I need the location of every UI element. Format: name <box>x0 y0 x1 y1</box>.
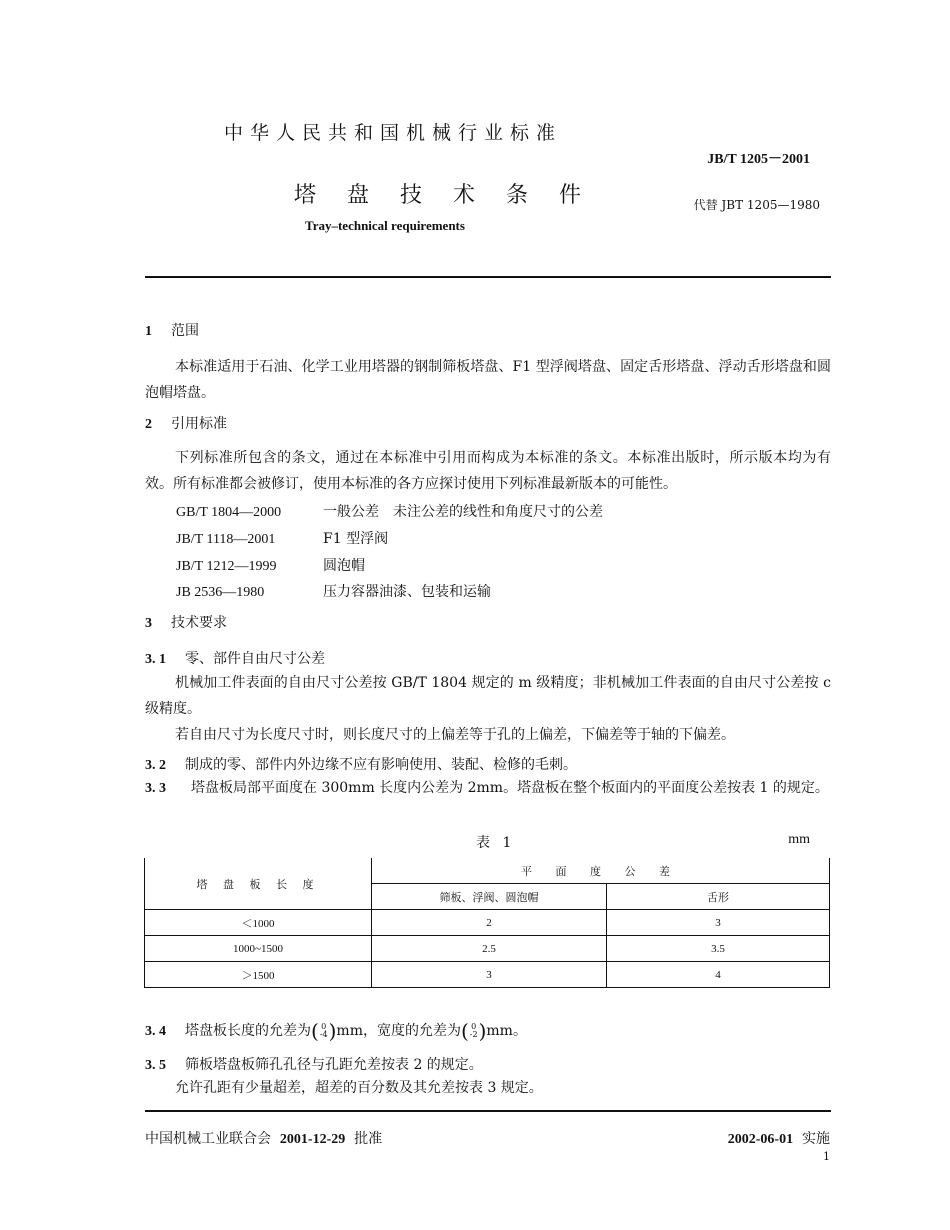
reference-code: GB/T 1804—2000 <box>176 505 282 520</box>
footer-approval <box>145 1128 382 1148</box>
section-number: 3. 1 <box>145 652 166 667</box>
section-title: 范围 <box>171 323 199 339</box>
header-flatness: 平 面 度 公 差 <box>372 858 830 884</box>
page-number: 1 <box>823 1150 830 1163</box>
section-number: 1 <box>145 324 152 339</box>
issue-date: 2001-12-29 <box>279 1132 346 1147</box>
section-text: 塔盘板局部平面度在 300mm 长度内公差为 2mm。塔盘板在整个板面内的平面度公差按表 1 的规定。 <box>191 780 829 796</box>
header-rule <box>145 276 831 278</box>
cell-length: ＞1500 <box>145 962 372 988</box>
section-number: 3. 4 <box>145 1024 166 1039</box>
width-upper: 0 <box>471 1022 477 1031</box>
length-lower: -4 <box>319 1030 328 1039</box>
section-1-heading <box>145 320 199 340</box>
section-number: 3. 3 <box>145 781 166 796</box>
table-caption: 表 1 <box>476 835 516 851</box>
table-header-row <box>145 858 830 884</box>
reference-item <box>176 528 388 548</box>
header-tongue: 舌形 <box>607 884 830 910</box>
english-title: Tray–technical requirements <box>305 218 465 233</box>
reference-item <box>176 581 491 601</box>
cell-length: 1000~1500 <box>145 936 372 962</box>
reference-code: JB/T 1118—2001 <box>176 532 276 547</box>
org-title: 中华人民共和国机械行业标准 <box>224 122 563 144</box>
section-3-3 <box>145 775 831 802</box>
section-number: 3. 2 <box>145 758 166 773</box>
section-3-2 <box>145 754 577 774</box>
section-number: 2 <box>145 417 152 432</box>
section-2-text: 下列标准所包含的条文，通过在本标准中引用而构成为本标准的条文。本标准出版时，所示版本均为有效。所有标准都会被修订，使用本标准的各方应探讨使用下列标准最新版本的可能性。 <box>145 450 831 492</box>
header-length: 塔 盘 板 长 度 <box>145 858 372 910</box>
cell-tolerance-a: 2.5 <box>372 936 607 962</box>
width-tolerance <box>470 1023 478 1039</box>
document-title: 塔 盘 技 术 条 件 <box>294 183 593 208</box>
section-title: 技术要求 <box>171 615 227 631</box>
reference-item <box>176 555 365 575</box>
header-sieve-valve-cap: 筛板、浮阀、圆泡帽 <box>372 884 607 910</box>
issue-word: 批准 <box>354 1131 383 1147</box>
section-title: 引用标准 <box>171 416 227 432</box>
standard-number: JB/T 1205－2001 <box>707 152 810 167</box>
reference-code: JB 2536—1980 <box>176 585 265 600</box>
table-row <box>145 910 830 936</box>
cell-tolerance-a: 3 <box>372 962 607 988</box>
section-number: 3 <box>145 616 152 631</box>
section-3-1-heading <box>145 648 325 668</box>
section-title: 零、部件自由尺寸公差 <box>185 651 325 667</box>
cell-length: ＜1000 <box>145 910 372 936</box>
reference-item <box>176 501 603 521</box>
section-text-post: mm。 <box>486 1023 527 1039</box>
section-3-5-text-2: 允许孔距有少量超差，超差的百分数及其允差按表 3 规定。 <box>175 1080 543 1096</box>
width-lower: -2 <box>469 1030 478 1039</box>
section-text: 制成的零、部件内外边缘不应有影响使用、装配、检修的毛刺。 <box>185 757 577 773</box>
length-upper: 0 <box>321 1022 327 1031</box>
cell-tolerance-a: 2 <box>372 910 607 936</box>
section-3-1-text: 机械加工件表面的自由尺寸公差按 GB/T 1804 规定的 m 级精度；非机械加工件表面的自由尺寸公差按 c 级精度。 <box>145 675 831 717</box>
reference-name: 一般公差 未注公差的线性和角度尺寸的公差 <box>323 504 603 520</box>
issuer: 中国机械工业联合会 <box>145 1131 271 1147</box>
length-tolerance <box>320 1023 328 1039</box>
implementation-date: 2002-06-01 <box>727 1132 794 1147</box>
section-3-heading <box>145 612 227 632</box>
reference-name: F1 型浮阀 <box>323 531 389 547</box>
table-row <box>145 962 830 988</box>
table-row <box>145 936 830 962</box>
reference-name: 圆泡帽 <box>323 558 365 574</box>
implementation-word: 实施 <box>802 1131 830 1147</box>
section-text-mid: mm，宽度的允差为 <box>336 1023 461 1039</box>
table-unit: mm <box>788 832 810 847</box>
section-2-heading <box>145 413 227 433</box>
reference-name: 压力容器油漆、包装和运输 <box>323 584 491 600</box>
section-1-text: 本标准适用于石油、化学工业用塔器的钢制筛板塔盘、F1 型浮阀塔盘、固定舌形塔盘、浮动舌形塔盘和圆泡帽塔盘。 <box>145 359 831 401</box>
section-number: 3. 5 <box>145 1058 166 1073</box>
cell-tolerance-b: 3 <box>607 910 830 936</box>
cell-tolerance-b: 3.5 <box>607 936 830 962</box>
reference-code: JB/T 1212—1999 <box>176 559 277 574</box>
section-3-4: 3. 4 塔盘板长度的允差为( 0 -4)mm，宽度的允差为( 0 -2)mm。 <box>145 1019 527 1043</box>
footer-implementation <box>728 1128 830 1148</box>
section-3-1-text-2: 若自由尺寸为长度尺寸时，则长度尺寸的上偏差等于孔的上偏差，下偏差等于轴的下偏差。 <box>175 727 735 743</box>
flatness-tolerance-table <box>144 858 830 988</box>
section-text-pre: 塔盘板长度的允差为 <box>185 1023 311 1039</box>
cell-tolerance-b: 4 <box>607 962 830 988</box>
section-3-5 <box>145 1054 483 1074</box>
replaces-note: 代替 JBT 1205—1980 <box>693 198 820 212</box>
footer-rule <box>145 1110 831 1112</box>
section-text: 筛板塔盘板筛孔孔径与孔距允差按表 2 的规定。 <box>185 1057 483 1073</box>
